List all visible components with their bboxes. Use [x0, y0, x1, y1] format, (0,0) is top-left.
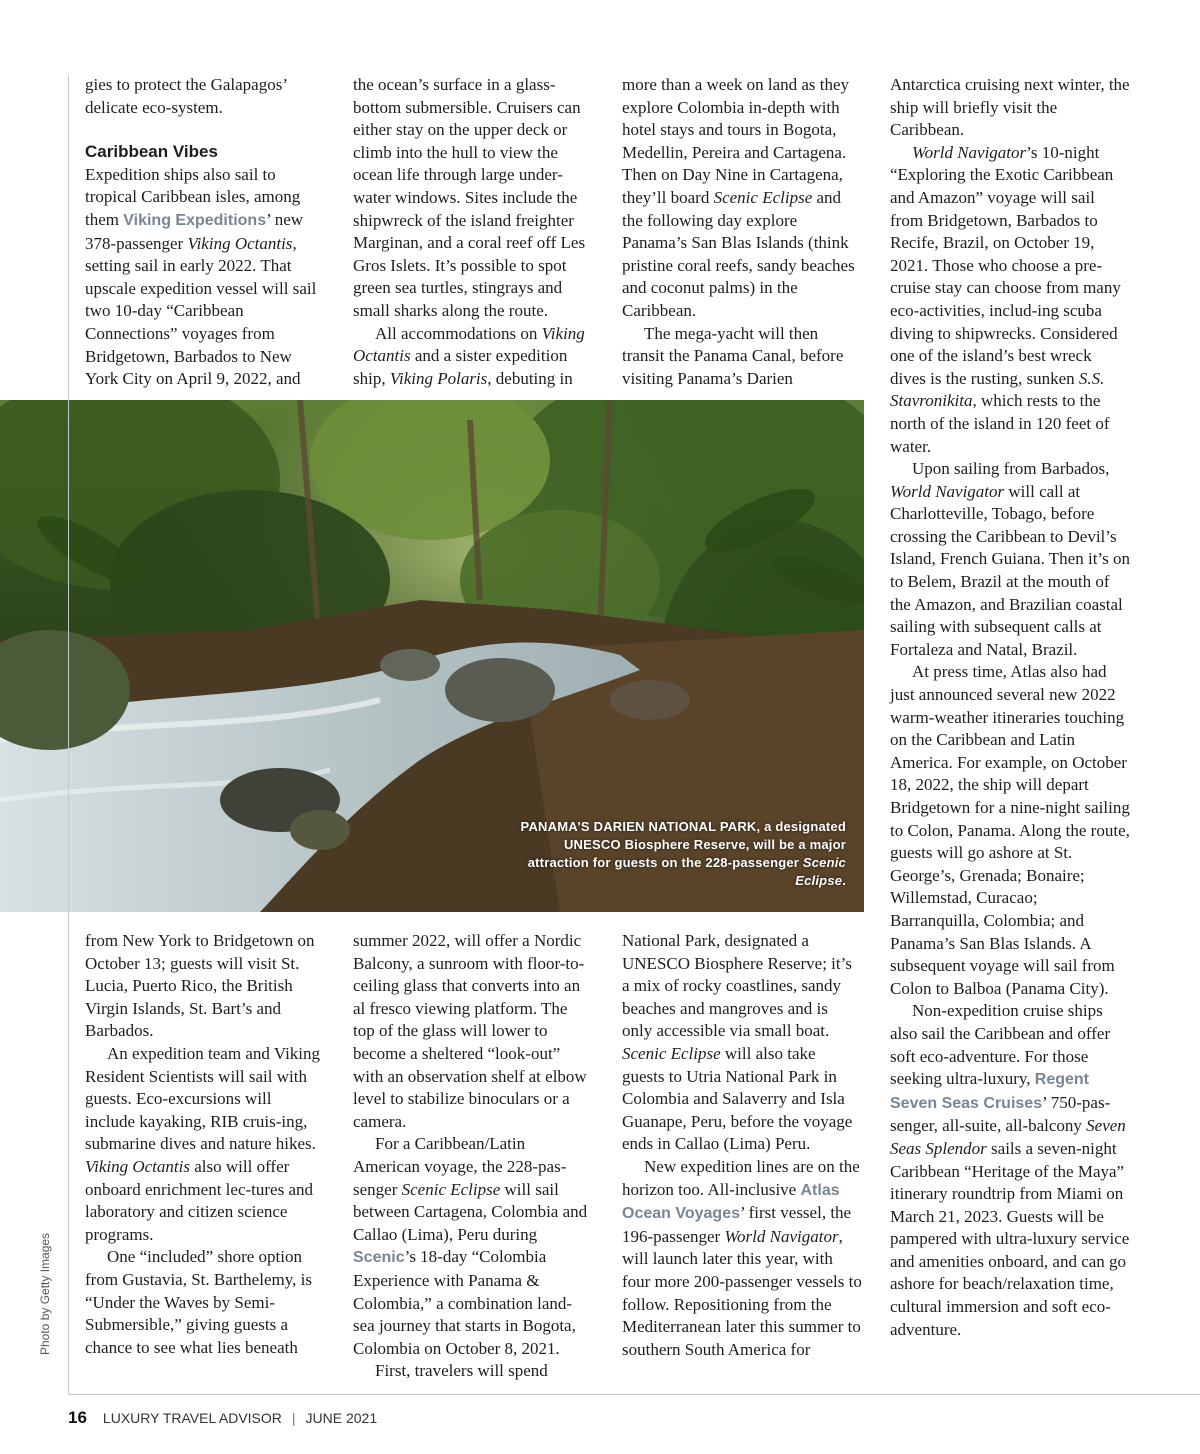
- column-2-top: [353, 74, 593, 390]
- page-number: 16: [68, 1408, 87, 1427]
- ship-name: Scenic Eclipse: [622, 1043, 721, 1063]
- ship-name: World Navigator: [912, 142, 1027, 162]
- wreck-name: S.S. Stavronikita: [890, 368, 1105, 411]
- column-4: [890, 74, 1130, 1341]
- paragraph: The mega-yacht will then transit the Panama Canal, before visiting Panama’s Darien: [622, 323, 844, 388]
- section-heading: Caribbean Vibes: [85, 142, 218, 162]
- ship-name: World Navigator: [890, 481, 1005, 501]
- brand-name: Viking Expeditions: [123, 211, 267, 229]
- ship-name: Viking Octantis: [187, 233, 293, 253]
- ship-name: Viking Polaris: [389, 368, 488, 388]
- ship-name: World Navigator: [724, 1226, 839, 1246]
- paragraph: Non-expedition cruise ships also sail the Caribbean and offer soft eco-adventure. For those seeking ultra-luxury, Regent Seven Seas Cruises’ 750-pas-senger, all-suite, all-balcony Seven Seas Splendor sails a seven-night Caribbean “Heritage of the Maya” itinerary roundtrip from Miami on March 21, 2023. Guests will be pampered with ultra-luxury service and amenities onboard, and can go ashore for beach/relaxation time, cultural immersion and soft eco-adventure.: [890, 1001, 1130, 1339]
- paragraph: World Navigator’s 10-night “Exploring the Exotic Caribbean and Amazon” voyage will sail from Bridgetown, Barbados to Recife, Brazil, on October 19, 2021. Those who choose a pre-cruise stay can choose from many eco-activities, includ-ing scuba diving to shipwrecks. Considered one of the island’s best wreck dives is the rusting, sunken S.S. Stavronikita, which rests to the north of the island in 120 feet of water.: [890, 142, 1121, 456]
- footer-rule: [68, 1394, 1200, 1395]
- brand-name: Scenic: [353, 1249, 405, 1267]
- ship-name: Scenic Eclipse: [713, 187, 813, 207]
- paragraph: One “included” shore option from Gustavia, St. Barthelemy, is “Under the Waves by Semi-Submersible,” giving guests a chance to see what lies beneath: [85, 1247, 312, 1357]
- ship-name: Viking Octantis: [353, 323, 585, 366]
- paragraph: Expedition ships also sail to tropical Caribbean isles, among them Viking Expeditions’ new 378-passenger Viking Octantis, setting sail in early 2022. That upscale expedition vessel will sail two 10-day “Caribbean Connections” voyages from Bridgetown, Barbados to New York City on April 9, 2022, and: [85, 164, 317, 389]
- rainforest-photo: [0, 400, 864, 912]
- caption-lead: PANAMA’S DARIEN NATIONAL PARK,: [520, 819, 761, 834]
- column-3-bottom: [622, 930, 862, 1361]
- paragraph: gies to protect the Galapagos’ delicate eco-system.: [85, 75, 287, 117]
- ship-name: Scenic Eclipse: [795, 855, 846, 888]
- paragraph: summer 2022, will offer a Nordic Balcony, a sunroom with floor-to-ceiling glass that converts into an al fresco viewing platform. The top of the glass will lower to become a sheltered “look-out” with an observation shelf at elbow level to stabilize binoculars or a camera.: [353, 931, 587, 1131]
- photo-credit: Photo by Getty Images: [38, 1232, 52, 1355]
- ship-name: Seven Seas Splendor: [890, 1116, 1126, 1158]
- paragraph: more than a week on land as they explore Colombia in-depth with hotel stays and tours in Bogota, Medellin, Pereira and Cartagena. Then on Day Nine in Cartagena, they’ll board Scenic Eclipse and the following day explore Panama’s San Blas Islands (think pristine coral reefs, sandy beaches and coconut palms) in the Caribbean.: [622, 75, 855, 320]
- brand-name: Atlas Ocean Voyages: [622, 1181, 840, 1223]
- paragraph: New expedition lines are on the horizon too. All-inclusive Atlas Ocean Voyages’ first vessel, the 196-passenger World Navigator, will launch later this year, with four more 200-passenger vessels to follow. Repositioning from the Mediterranean later this summer to southern South America for: [622, 1156, 862, 1359]
- paragraph: An expedition team and Viking Resident Scientists will sail with guests. Eco-excursions will include kayaking, RIB cruis-ing, submarine dives and nature hikes. Viking Octantis also will offer onboard enrichment lec-tures and laboratory and citizen science programs.: [85, 1043, 321, 1244]
- page-footer: [68, 1400, 668, 1436]
- footer-separator: |: [291, 1410, 296, 1426]
- issue-date: JUNE 2021: [305, 1410, 378, 1426]
- paragraph: Antarctica cruising next winter, the ship will briefly visit the Caribbean.: [890, 75, 1130, 140]
- column-2-bottom: [353, 930, 593, 1383]
- photo-caption: PANAMA’S DARIEN NATIONAL PARK, a designated UNESCO Biosphere Reserve, will be a major attraction for guests on the 228-passenger Scenic Eclipse.: [520, 819, 846, 888]
- ship-name: Scenic Eclipse: [401, 1179, 501, 1199]
- paragraph: At press time, Atlas also had just announced several new 2022 warm-weather itineraries touching on the Caribbean and Latin America. For example, on October 18, 2022, the ship will depart Bridgetown for a nine-night sailing to Colon, Panama. Along the route, guests will go ashore at St. George’s, Grenada; Bonaire; Willemstad, Curacao; Barranquilla, Colombia; and Panama’s San Blas Islands. A subsequent voyage will sail from Colon to Balboa (Panama City).: [890, 662, 1130, 998]
- paragraph: from New York to Bridgetown on October 13; guests will visit St. Lucia, Puerto Rico, the British Virgin Islands, St. Bart’s and Barbados.: [85, 931, 315, 1041]
- paragraph: For a Caribbean/Latin American voyage, the 228-pas-senger Scenic Eclipse will sail between Cartagena, Colombia and Callao (Lima), Peru during Scenic’s 18-day “Colombia Experience with Panama & Colombia,” a combination land-sea journey that starts in Bogota, Colombia on October 8, 2021.: [353, 1134, 588, 1358]
- column-1-bottom: [85, 930, 325, 1359]
- ship-name: Viking Octantis: [85, 1156, 190, 1176]
- paragraph: First, travelers will spend: [375, 1361, 548, 1381]
- publication-name: LUXURY TRAVEL ADVISOR: [102, 1410, 282, 1426]
- column-1-top: [85, 74, 325, 391]
- column-3-top: [622, 74, 862, 390]
- paragraph: All accommodations on Viking Octantis and a sister expedition ship, Viking Polaris, debuting in: [353, 323, 585, 388]
- paragraph: the ocean’s surface in a glass-bottom submersible. Cruisers can either stay on the upper deck or climb into the hull to view the ocean life through large under-water windows. Sites include the shipwreck of the island freighter Marginan, and a coral reef off Les Gros Islets. It’s possible to spot green sea turtles, stingrays and small sharks along the route.: [353, 75, 586, 320]
- paragraph: Upon sailing from Barbados, World Navigator will call at Charlotteville, Tobago, before crossing the Caribbean to Devil’s Island, French Guiana. Then it’s on to Belem, Brazil at the mouth of the Amazon, and Brazilian coastal sailing with subsequent calls at Fortaleza and Natal, Brazil.: [890, 459, 1131, 659]
- paragraph: National Park, designated a UNESCO Biosphere Reserve; it’s a mix of rocky coastlines, sandy beaches and mangroves and is only accessible via small boat. Scenic Eclipse will also take guests to Utria National Park in Colombia and Salaverry and Isla Guanape, Peru, before the voyage ends in Callao (Lima) Peru.: [622, 931, 853, 1154]
- brand-name: Regent Seven Seas Cruises: [890, 1071, 1090, 1112]
- margin-rule: [68, 75, 69, 1395]
